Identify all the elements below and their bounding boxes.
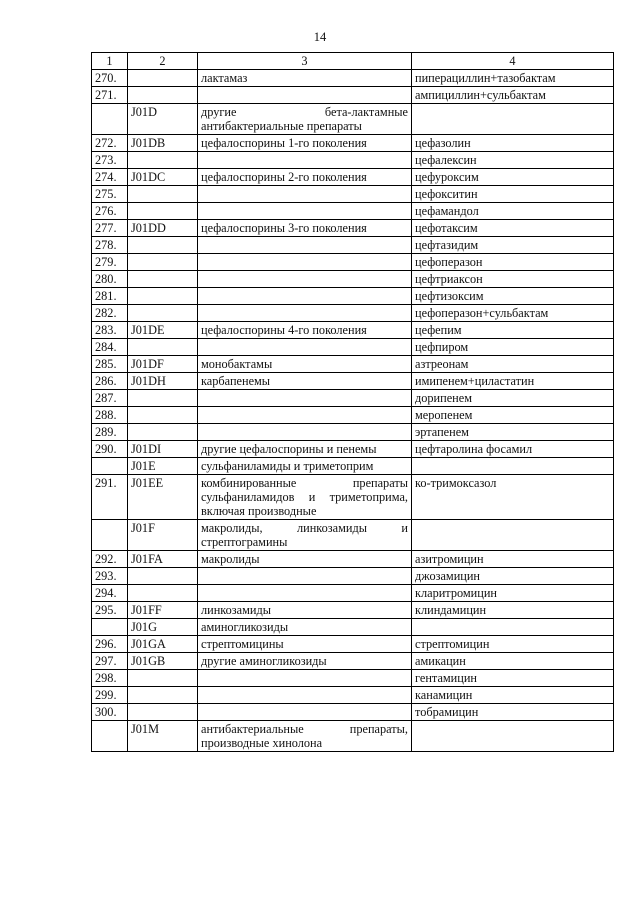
row-number-cell: 294. bbox=[92, 585, 128, 602]
drug-name-cell: азтреонам bbox=[412, 356, 614, 373]
group-description-cell bbox=[198, 390, 412, 407]
atc-code-cell bbox=[128, 186, 198, 203]
atc-code-cell bbox=[128, 390, 198, 407]
row-number-cell: 272. bbox=[92, 135, 128, 152]
group-description-cell bbox=[198, 305, 412, 322]
row-number-cell bbox=[92, 458, 128, 475]
group-description-cell: другие бета-лактамные антибактериальные препараты bbox=[198, 104, 412, 135]
row-number-cell bbox=[92, 619, 128, 636]
table-row bbox=[92, 87, 614, 104]
table-row bbox=[92, 475, 614, 520]
atc-code-cell bbox=[128, 670, 198, 687]
row-number-cell: 278. bbox=[92, 237, 128, 254]
atc-code-cell bbox=[128, 87, 198, 104]
group-description-cell: другие цефалоспорины и пенемы bbox=[198, 441, 412, 458]
table-row bbox=[92, 203, 614, 220]
row-number-cell: 290. bbox=[92, 441, 128, 458]
table-row bbox=[92, 288, 614, 305]
atc-code-cell bbox=[128, 152, 198, 169]
drug-name-cell: стрептомицин bbox=[412, 636, 614, 653]
group-description-cell bbox=[198, 254, 412, 271]
atc-code-cell bbox=[128, 687, 198, 704]
drug-name-cell: цефамандол bbox=[412, 203, 614, 220]
group-description-cell: цефалоспорины 2-го поколения bbox=[198, 169, 412, 186]
drug-name-cell: цефоперазон+сульбактам bbox=[412, 305, 614, 322]
drug-name-cell: джозамицин bbox=[412, 568, 614, 585]
table-row bbox=[92, 305, 614, 322]
row-number-cell: 286. bbox=[92, 373, 128, 390]
drug-name-cell: дорипенем bbox=[412, 390, 614, 407]
atc-code-cell bbox=[128, 424, 198, 441]
group-description-cell: комбинированные препараты сульфаниламидов и триметоприма, включая производные bbox=[198, 475, 412, 520]
group-description-cell: линкозамиды bbox=[198, 602, 412, 619]
table-row bbox=[92, 373, 614, 390]
drug-name-cell: цефалексин bbox=[412, 152, 614, 169]
group-description-cell bbox=[198, 237, 412, 254]
atc-code-cell bbox=[128, 288, 198, 305]
atc-code-cell bbox=[128, 407, 198, 424]
atc-code-cell: J01F bbox=[128, 520, 198, 551]
table-row bbox=[92, 152, 614, 169]
row-number-cell: 283. bbox=[92, 322, 128, 339]
table-row bbox=[92, 458, 614, 475]
table-row bbox=[92, 169, 614, 186]
drug-name-cell: ко-тримоксазол bbox=[412, 475, 614, 520]
row-number-cell: 274. bbox=[92, 169, 128, 186]
atc-code-cell: J01DF bbox=[128, 356, 198, 373]
table-row bbox=[92, 520, 614, 551]
group-description-cell: лактамаз bbox=[198, 70, 412, 87]
atc-code-cell bbox=[128, 339, 198, 356]
atc-code-cell bbox=[128, 568, 198, 585]
row-number-cell: 279. bbox=[92, 254, 128, 271]
drug-name-cell: цефпиром bbox=[412, 339, 614, 356]
row-number-cell: 297. bbox=[92, 653, 128, 670]
atc-code-cell: J01DD bbox=[128, 220, 198, 237]
table-row bbox=[92, 670, 614, 687]
group-description-cell: карбапенемы bbox=[198, 373, 412, 390]
table-row bbox=[92, 551, 614, 568]
atc-code-cell: J01FF bbox=[128, 602, 198, 619]
row-number-cell: 295. bbox=[92, 602, 128, 619]
column-header: 1 bbox=[92, 53, 128, 70]
table-row bbox=[92, 636, 614, 653]
table-row bbox=[92, 70, 614, 87]
row-number-cell: 289. bbox=[92, 424, 128, 441]
drug-name-cell: цефтазидим bbox=[412, 237, 614, 254]
drug-name-cell: цефоперазон bbox=[412, 254, 614, 271]
table-row bbox=[92, 339, 614, 356]
drug-name-cell: эртапенем bbox=[412, 424, 614, 441]
row-number-cell: 271. bbox=[92, 87, 128, 104]
table-body bbox=[92, 70, 614, 752]
column-header: 2 bbox=[128, 53, 198, 70]
group-description-cell: цефалоспорины 1-го поколения bbox=[198, 135, 412, 152]
table-row bbox=[92, 585, 614, 602]
table-row bbox=[92, 186, 614, 203]
drug-name-cell: тобрамицин bbox=[412, 704, 614, 721]
row-number-cell: 273. bbox=[92, 152, 128, 169]
drug-registry-table bbox=[91, 52, 614, 752]
table-row bbox=[92, 322, 614, 339]
atc-code-cell bbox=[128, 237, 198, 254]
row-number-cell: 291. bbox=[92, 475, 128, 520]
table-row bbox=[92, 104, 614, 135]
group-description-cell bbox=[198, 203, 412, 220]
row-number-cell bbox=[92, 721, 128, 752]
drug-name-cell: цефтаролина фосамил bbox=[412, 441, 614, 458]
row-number-cell: 270. bbox=[92, 70, 128, 87]
table-row bbox=[92, 254, 614, 271]
group-description-cell bbox=[198, 152, 412, 169]
table-row bbox=[92, 704, 614, 721]
atc-code-cell: J01FA bbox=[128, 551, 198, 568]
table-row bbox=[92, 407, 614, 424]
atc-code-cell: J01D bbox=[128, 104, 198, 135]
group-description-cell bbox=[198, 704, 412, 721]
group-description-cell: стрептомицины bbox=[198, 636, 412, 653]
column-header: 4 bbox=[412, 53, 614, 70]
drug-name-cell: ампициллин+сульбактам bbox=[412, 87, 614, 104]
table-row bbox=[92, 135, 614, 152]
drug-name-cell: цефтриаксон bbox=[412, 271, 614, 288]
atc-code-cell bbox=[128, 203, 198, 220]
drug-name-cell bbox=[412, 520, 614, 551]
drug-name-cell: цефепим bbox=[412, 322, 614, 339]
row-number-cell: 300. bbox=[92, 704, 128, 721]
row-number-cell: 298. bbox=[92, 670, 128, 687]
group-description-cell: аминогликозиды bbox=[198, 619, 412, 636]
drug-name-cell: цефуроксим bbox=[412, 169, 614, 186]
table-row bbox=[92, 568, 614, 585]
group-description-cell: макролиды, линкозамиды и стрептограмины bbox=[198, 520, 412, 551]
row-number-cell: 280. bbox=[92, 271, 128, 288]
group-description-cell: цефалоспорины 4-го поколения bbox=[198, 322, 412, 339]
group-description-cell bbox=[198, 407, 412, 424]
drug-name-cell: клиндамицин bbox=[412, 602, 614, 619]
drug-name-cell: канамицин bbox=[412, 687, 614, 704]
atc-code-cell bbox=[128, 585, 198, 602]
table-row bbox=[92, 721, 614, 752]
row-number-cell bbox=[92, 104, 128, 135]
atc-code-cell: J01EE bbox=[128, 475, 198, 520]
atc-code-cell: J01GA bbox=[128, 636, 198, 653]
group-description-cell: другие аминогликозиды bbox=[198, 653, 412, 670]
drug-name-cell: амикацин bbox=[412, 653, 614, 670]
drug-name-cell: цефотаксим bbox=[412, 220, 614, 237]
table-row bbox=[92, 271, 614, 288]
drug-name-cell bbox=[412, 721, 614, 752]
table-row bbox=[92, 237, 614, 254]
group-description-cell bbox=[198, 271, 412, 288]
row-number-cell: 277. bbox=[92, 220, 128, 237]
atc-code-cell: J01GB bbox=[128, 653, 198, 670]
row-number-cell: 281. bbox=[92, 288, 128, 305]
group-description-cell bbox=[198, 424, 412, 441]
group-description-cell bbox=[198, 687, 412, 704]
row-number-cell: 282. bbox=[92, 305, 128, 322]
atc-code-cell bbox=[128, 70, 198, 87]
row-number-cell: 292. bbox=[92, 551, 128, 568]
row-number-cell: 276. bbox=[92, 203, 128, 220]
drug-name-cell: цефазолин bbox=[412, 135, 614, 152]
row-number-cell: 284. bbox=[92, 339, 128, 356]
table-row bbox=[92, 424, 614, 441]
row-number-cell: 288. bbox=[92, 407, 128, 424]
atc-code-cell bbox=[128, 254, 198, 271]
drug-name-cell: цефтизоксим bbox=[412, 288, 614, 305]
atc-code-cell: J01DH bbox=[128, 373, 198, 390]
table-row bbox=[92, 220, 614, 237]
drug-name-cell: азитромицин bbox=[412, 551, 614, 568]
group-description-cell bbox=[198, 186, 412, 203]
drug-name-cell: имипенем+циластатин bbox=[412, 373, 614, 390]
atc-code-cell: J01M bbox=[128, 721, 198, 752]
row-number-cell: 275. bbox=[92, 186, 128, 203]
atc-code-cell: J01DC bbox=[128, 169, 198, 186]
atc-code-cell: J01DB bbox=[128, 135, 198, 152]
table-row bbox=[92, 687, 614, 704]
row-number-cell: 287. bbox=[92, 390, 128, 407]
drug-name-cell: пиперациллин+тазобактам bbox=[412, 70, 614, 87]
group-description-cell bbox=[198, 585, 412, 602]
group-description-cell: сульфаниламиды и триметоприм bbox=[198, 458, 412, 475]
table-header-row bbox=[92, 53, 614, 70]
group-description-cell bbox=[198, 670, 412, 687]
atc-code-cell: J01DE bbox=[128, 322, 198, 339]
atc-code-cell bbox=[128, 271, 198, 288]
atc-code-cell bbox=[128, 704, 198, 721]
table-row bbox=[92, 356, 614, 373]
group-description-cell bbox=[198, 87, 412, 104]
group-description-cell bbox=[198, 339, 412, 356]
page-number: 14 bbox=[313, 30, 327, 44]
group-description-cell: антибактериальные препараты, производные хинолона bbox=[198, 721, 412, 752]
row-number-cell: 296. bbox=[92, 636, 128, 653]
table-row bbox=[92, 602, 614, 619]
group-description-cell bbox=[198, 568, 412, 585]
atc-code-cell bbox=[128, 305, 198, 322]
row-number-cell: 299. bbox=[92, 687, 128, 704]
drug-name-cell bbox=[412, 619, 614, 636]
table-row bbox=[92, 390, 614, 407]
atc-code-cell: J01E bbox=[128, 458, 198, 475]
table-row bbox=[92, 441, 614, 458]
row-number-cell: 285. bbox=[92, 356, 128, 373]
drug-name-cell bbox=[412, 104, 614, 135]
drug-name-cell: цефокситин bbox=[412, 186, 614, 203]
table-row bbox=[92, 619, 614, 636]
atc-code-cell: J01G bbox=[128, 619, 198, 636]
drug-name-cell: меропенем bbox=[412, 407, 614, 424]
group-description-cell bbox=[198, 288, 412, 305]
column-header: 3 bbox=[198, 53, 412, 70]
drug-name-cell bbox=[412, 458, 614, 475]
group-description-cell: цефалоспорины 3-го поколения bbox=[198, 220, 412, 237]
atc-code-cell: J01DI bbox=[128, 441, 198, 458]
row-number-cell: 293. bbox=[92, 568, 128, 585]
group-description-cell: монобактамы bbox=[198, 356, 412, 373]
group-description-cell: макролиды bbox=[198, 551, 412, 568]
drug-name-cell: гентамицин bbox=[412, 670, 614, 687]
drug-name-cell: кларитромицин bbox=[412, 585, 614, 602]
row-number-cell bbox=[92, 520, 128, 551]
table-row bbox=[92, 653, 614, 670]
